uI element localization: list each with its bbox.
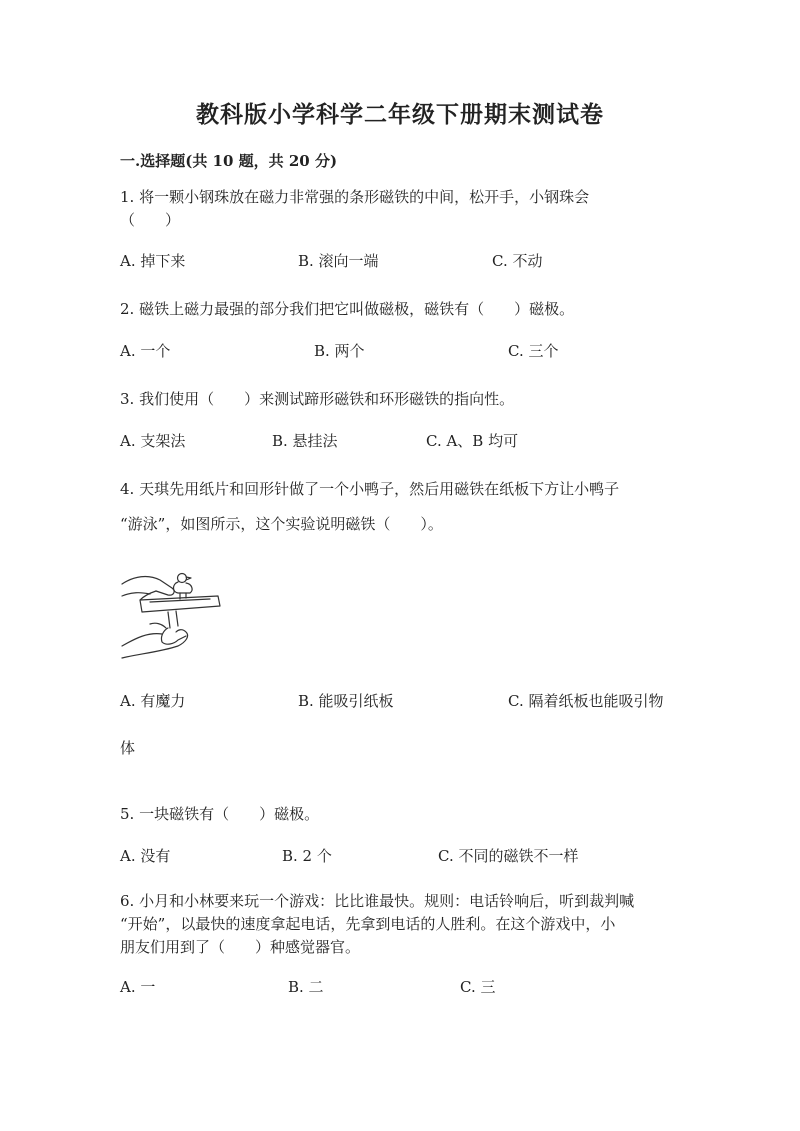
option-c: C. 隔着纸板也能吸引物: [508, 692, 664, 710]
question-1-blank: （ ）: [120, 211, 181, 229]
option-a: A. 掉下来: [120, 252, 186, 270]
question-6-text-cont: “开始”，以最快的速度拿起电话，先拿到电话的人胜利。在这个游戏中，小: [120, 915, 616, 933]
question-4-options: [120, 690, 680, 714]
question-4-text-cont: “游泳”，如图所示，这个实验说明磁铁（ ）。: [120, 515, 443, 533]
option-a: A. 一: [120, 978, 156, 996]
option-b: B. 2 个: [282, 847, 332, 865]
question-2-options: [120, 340, 680, 364]
question-3-options: [120, 430, 680, 454]
question-4-text: 4. 天琪先用纸片和回形针做了一个小鸭子，然后用磁铁在纸板下方让小鸭子: [120, 480, 620, 498]
question-3-text: 3. 我们使用（ ）来测试蹄形磁铁和环形磁铁的指向性。: [120, 390, 515, 408]
question-6: [120, 890, 680, 959]
option-c: C. 不动: [492, 252, 543, 270]
option-b: B. 两个: [314, 342, 365, 360]
duck-magnet-figure: [120, 566, 230, 662]
question-3: [120, 388, 680, 411]
option-a: A. 有魔力: [120, 692, 186, 710]
question-2: [120, 298, 680, 321]
question-6-options: [120, 976, 680, 1000]
question-6-text: 6. 小月和小林要来玩一个游戏：比比谁最快。规则：电话铃响后，听到裁判喊: [120, 892, 635, 910]
option-a: A. 支架法: [120, 432, 186, 450]
option-c: C. 三: [460, 978, 496, 996]
option-a: A. 一个: [120, 342, 171, 360]
question-1-text: 1. 将一颗小钢珠放在磁力非常强的条形磁铁的中间，松开手，小钢珠会: [120, 188, 590, 206]
option-b: B. 悬挂法: [272, 432, 338, 450]
question-5-options: [120, 845, 680, 869]
question-5-text: 5. 一块磁铁有（ ）磁极。: [120, 805, 320, 823]
question-2-text: 2. 磁铁上磁力最强的部分我们把它叫做磁极，磁铁有（ ）磁极。: [120, 300, 575, 318]
question-6-text-end: 朋友们用到了（ ）种感觉器官。: [120, 938, 361, 956]
question-1-options: [120, 250, 680, 274]
question-5: [120, 803, 680, 826]
option-b: B. 二: [288, 978, 324, 996]
option-b: B. 滚向一端: [298, 252, 379, 270]
section-heading: 一.选择题(共 10 题，共 20 分): [120, 152, 338, 170]
option-b: B. 能吸引纸板: [298, 692, 394, 710]
question-1: [120, 186, 680, 232]
option-c: C. 不同的磁铁不一样: [438, 847, 579, 865]
exam-title: 教科版小学科学二年级下册期末测试卷: [196, 101, 604, 128]
hand-magnet-illustration: [120, 566, 230, 662]
option-c-continued: 体: [120, 739, 136, 757]
option-c: C. 三个: [508, 342, 559, 360]
question-4: [120, 478, 680, 536]
option-c: C. A、B 均可: [426, 432, 519, 450]
option-a: A. 没有: [120, 847, 171, 865]
